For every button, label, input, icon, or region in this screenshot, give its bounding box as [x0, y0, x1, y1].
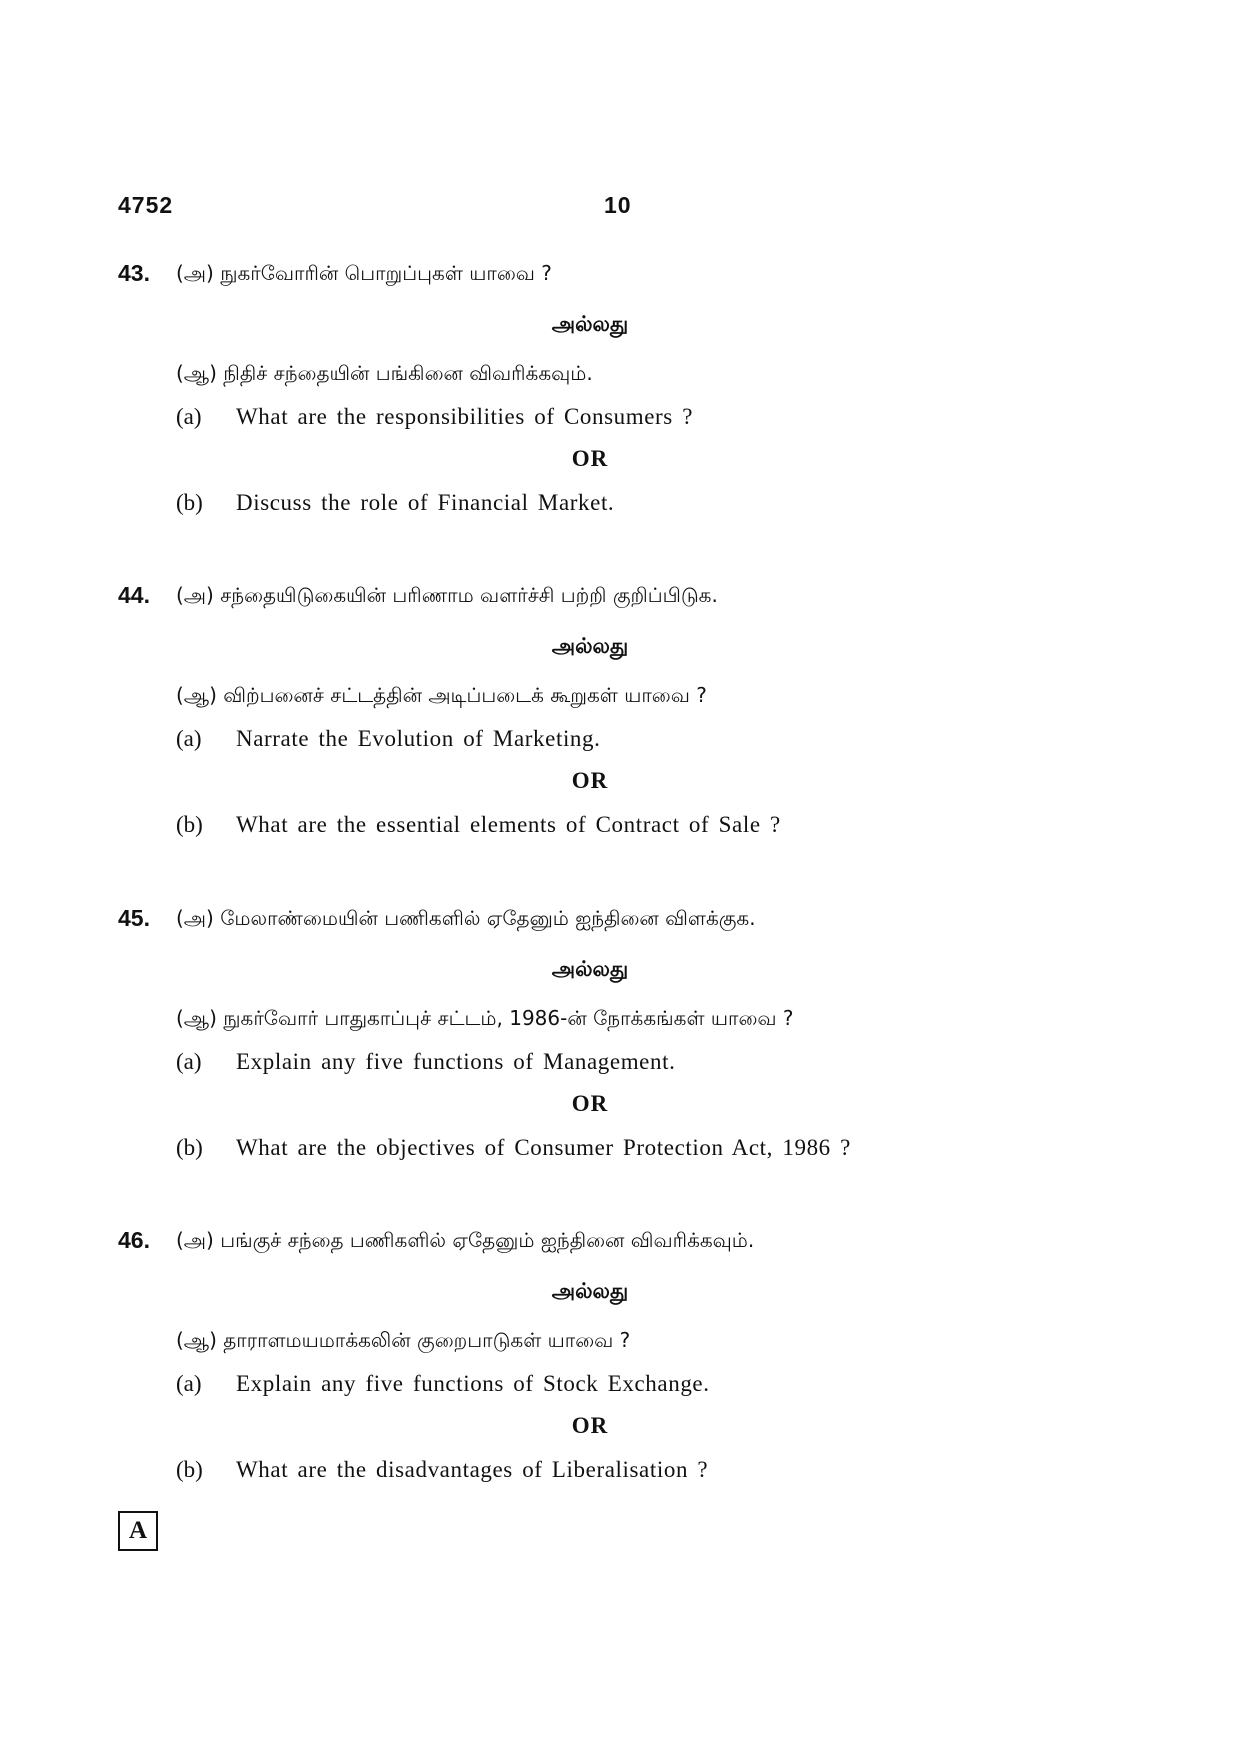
tamil-option-b: (ஆ) விற்பனைச் சட்டத்தின் அடிப்படைக் கூறுகள் யாவை ?: [176, 683, 707, 707]
english-option-b: What are the objectives of Consumer Protection Act, 1986 ?: [236, 1135, 851, 1160]
tamil-option-b: (ஆ) நுகர்வோர் பாதுகாப்புச் சட்டம், 1986-ன் நோக்கங்கள் யாவை ?: [176, 1006, 794, 1030]
page-number: 10: [604, 192, 632, 218]
english-option-a: Explain any five functions of Stock Exchange.: [236, 1371, 710, 1396]
english-option-b: Discuss the role of Financial Market.: [236, 490, 615, 515]
paper-code: 4752: [118, 192, 174, 218]
english-or: OR: [571, 446, 609, 471]
tamil-option-a: (அ) மேலாண்மையின் பணிகளில் ஏதேனும் ஐந்தினை விளக்குக.: [176, 906, 756, 930]
page-marker-box: A: [118, 1511, 158, 1551]
option-b-label: (b): [176, 490, 203, 515]
english-option-a: What are the responsibilities of Consumers ?: [236, 404, 694, 429]
english-option-b: What are the disadvantages of Liberalisation ?: [236, 1457, 709, 1482]
option-b-label: (b): [176, 1135, 203, 1160]
english-or: OR: [571, 768, 609, 793]
tamil-option-a: (அ) பங்குச் சந்தை பணிகளில் ஏதேனும் ஐந்தினை விவரிக்கவும்.: [176, 1228, 755, 1252]
tamil-or: அல்லது: [551, 634, 629, 658]
tamil-option-b: (ஆ) தாராளமயமாக்கலின் குறைபாடுகள் யாவை ?: [176, 1328, 631, 1352]
option-a-label: (a): [176, 726, 202, 751]
tamil-or: அல்லது: [551, 1279, 629, 1303]
option-a-label: (a): [176, 1371, 202, 1396]
question-number: 44.: [118, 582, 150, 608]
english-option-b: What are the essential elements of Contract of Sale ?: [236, 812, 781, 837]
english-option-a: Explain any five functions of Management.: [236, 1049, 676, 1074]
question-number: 46.: [118, 1227, 150, 1253]
tamil-option-b: (ஆ) நிதிச் சந்தையின் பங்கினை விவரிக்கவும்.: [176, 361, 593, 385]
tamil-option-a: (அ) சந்தையிடுகையின் பரிணாம வளர்ச்சி பற்றி குறிப்பிடுக.: [176, 583, 718, 607]
tamil-option-a: (அ) நுகர்வோரின் பொறுப்புகள் யாவை ?: [176, 261, 552, 285]
option-a-label: (a): [176, 404, 202, 429]
option-a-label: (a): [176, 1049, 202, 1074]
english-or: OR: [571, 1413, 609, 1438]
tamil-or: அல்லது: [551, 312, 629, 336]
question-number: 45.: [118, 905, 150, 931]
english-or: OR: [571, 1091, 609, 1116]
question-number: 43.: [118, 260, 150, 286]
english-option-a: Narrate the Evolution of Marketing.: [236, 726, 601, 751]
option-b-label: (b): [176, 1457, 203, 1482]
tamil-or: அல்லது: [551, 957, 629, 981]
option-b-label: (b): [176, 812, 203, 837]
